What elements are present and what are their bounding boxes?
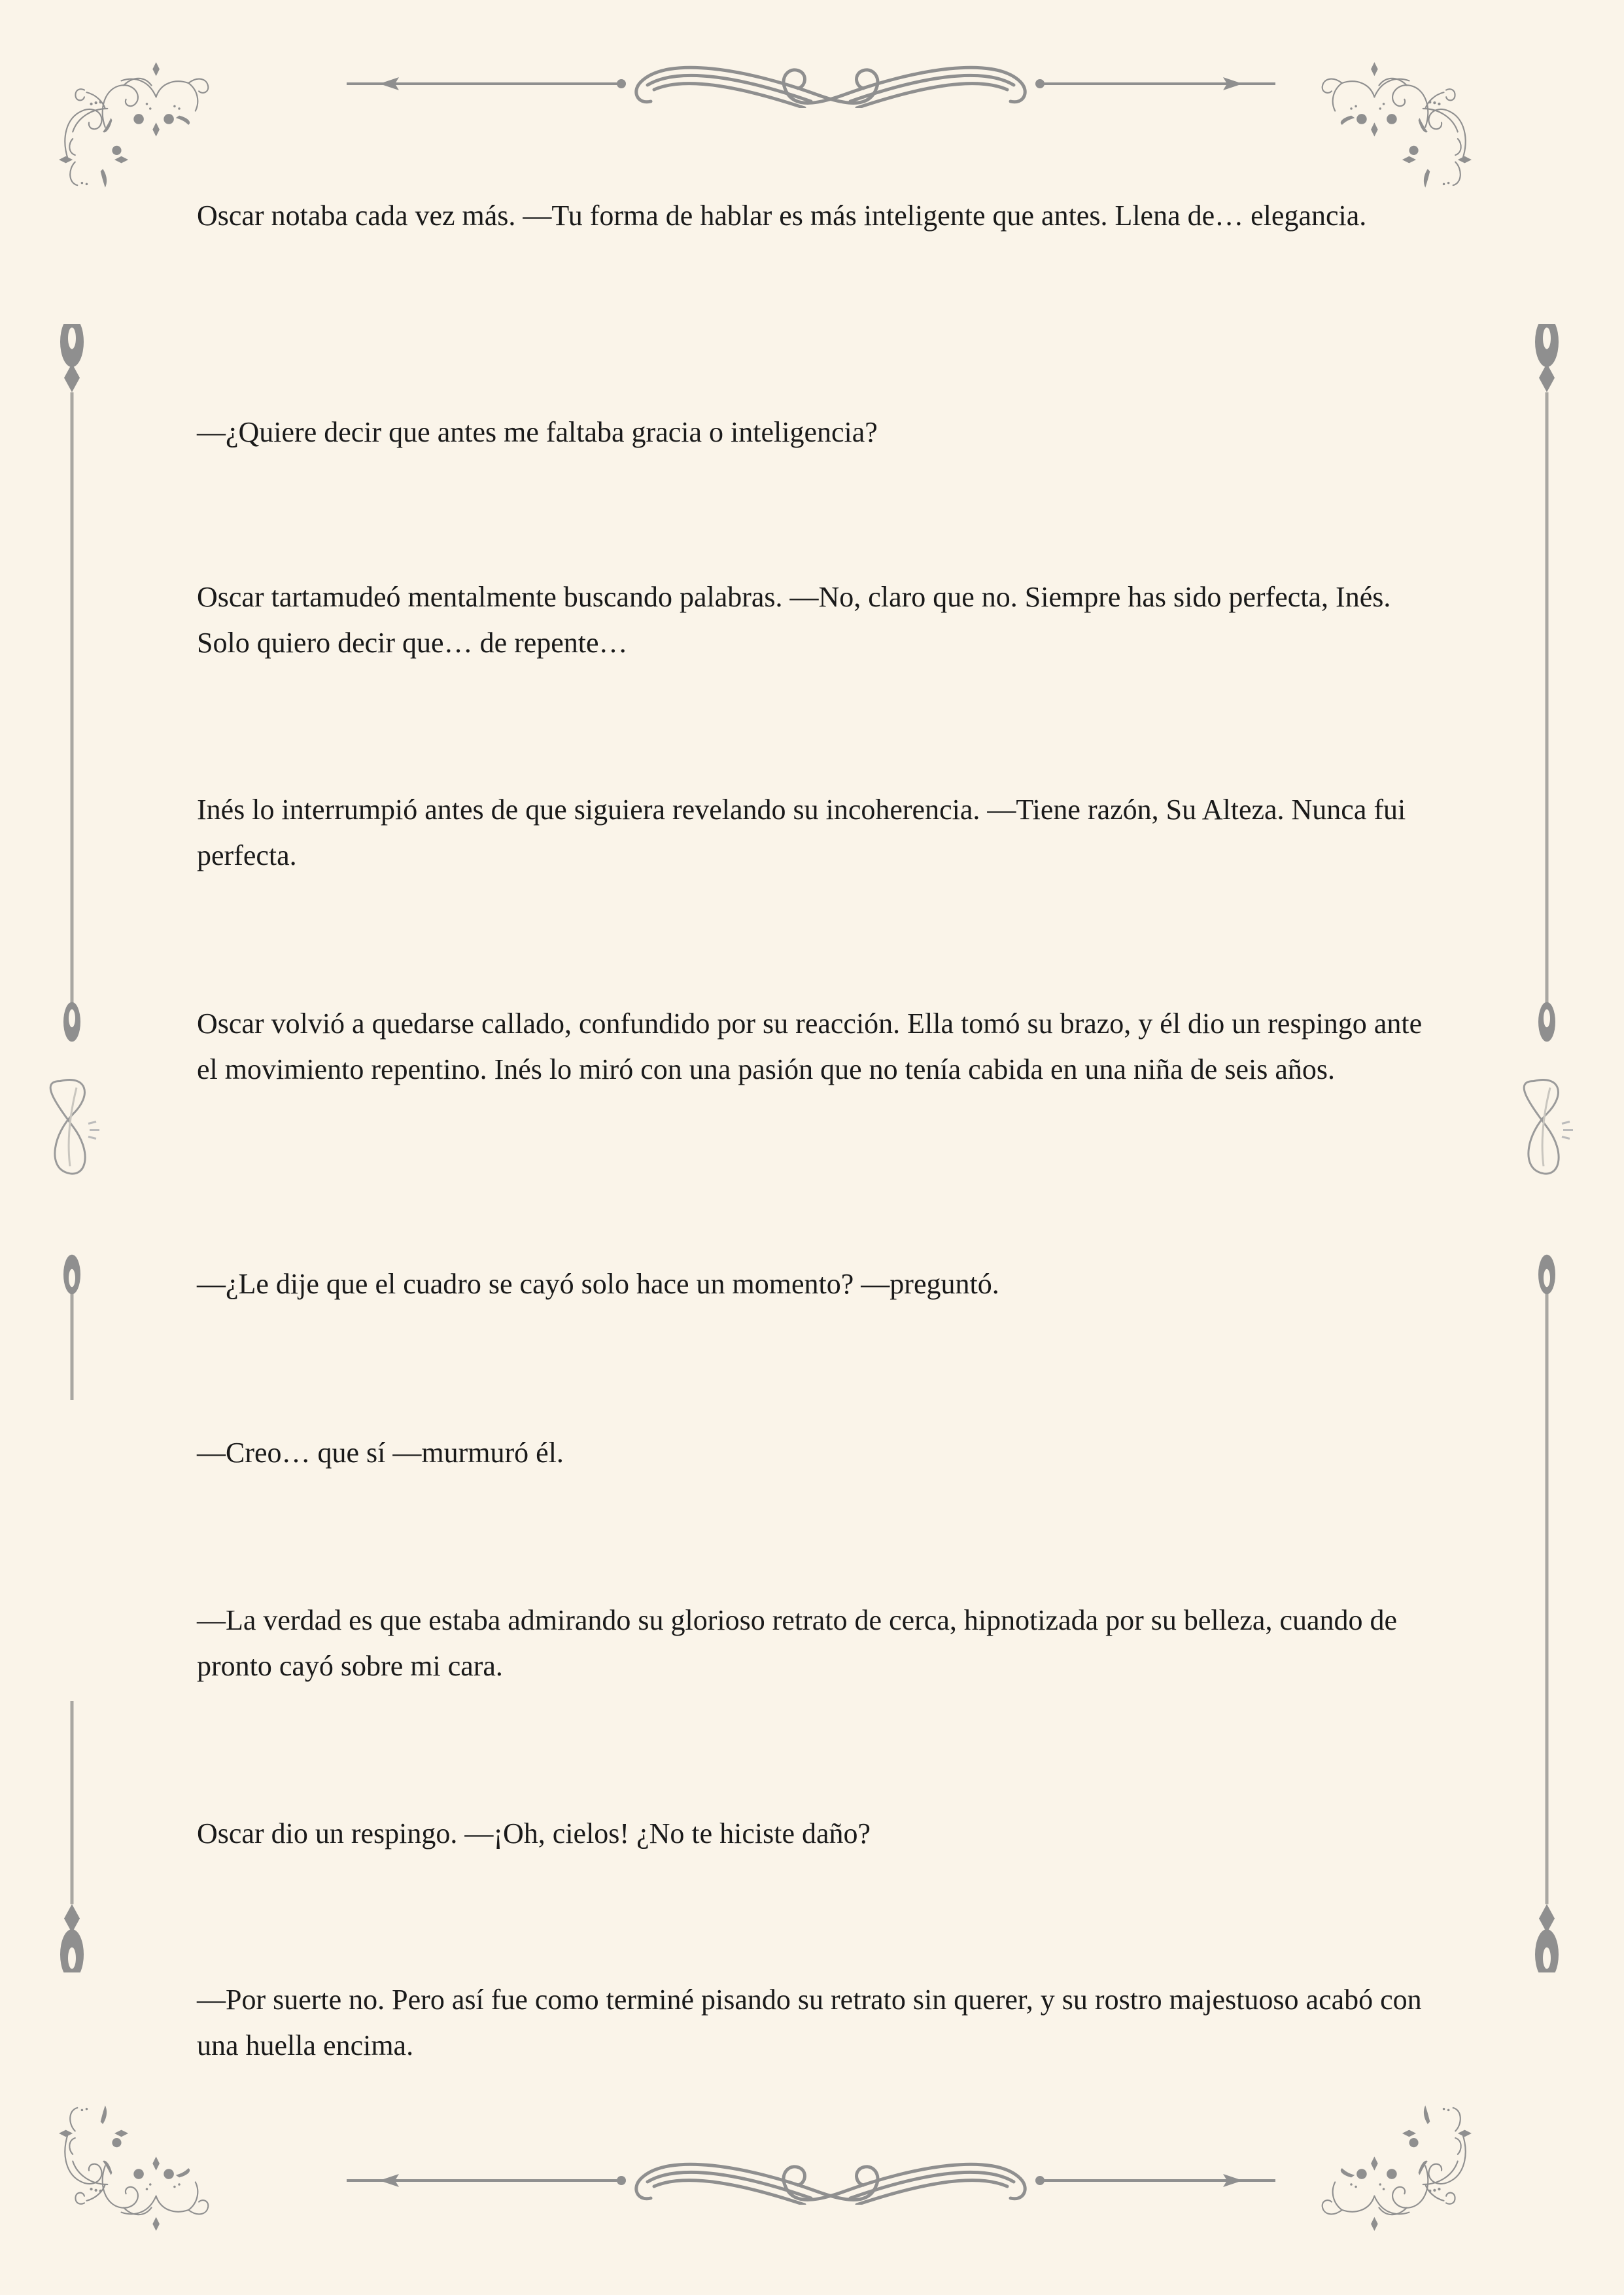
vertical-rod-left-upper-icon <box>52 324 92 1043</box>
paragraph: Oscar notaba cada vez más. —Tu forma de hablar es más inteligente que antes. Llena de… elegancia. <box>197 200 1367 232</box>
corner-flourish-top-left-icon <box>59 62 209 294</box>
paragraph: —¿Le dije que el cuadro se cayó solo hace un momento? —preguntó. <box>197 1268 999 1300</box>
paragraph: Oscar dio un respingo. —¡Oh, cielos! ¿No te hiciste daño? <box>197 1817 871 1849</box>
rod-fade-gap <box>65 1400 78 1701</box>
scroll-divider-bottom-icon <box>347 2152 1275 2205</box>
paragraph: Oscar volvió a quedarse callado, confundido por su reacción. Ella tomó su brazo, y él dio un respingo ante el movimiento repentino. Inés lo miró con una pasión que no tenía cabida en una niña de seis años. <box>197 1007 1423 1085</box>
corner-flourish-bottom-left-icon <box>59 1999 209 2231</box>
scroll-divider-top-icon <box>347 56 1275 108</box>
infinity-knot-left-icon <box>47 1073 106 1184</box>
corner-flourish-top-right-icon <box>1321 62 1472 294</box>
paragraph: —Por suerte no. Pero así fue como terminé pisando su retrato sin querer, y su rostro majestuoso acabó con una huella encima. <box>197 1984 1422 2061</box>
paragraph: —La verdad es que estaba admirando su glorioso retrato de cerca, hipnotizada por su belleza, cuando de pronto cayó sobre mi cara. <box>197 1604 1398 1682</box>
paragraph: —¿Quiere decir que antes me faltaba gracia o inteligencia? <box>197 416 878 448</box>
paragraph: Inés lo interrumpió antes de que siguiera revelando su incoherencia. —Tiene razón, Su Alteza. Nunca fui perfecta. <box>197 794 1406 871</box>
vertical-rod-right-upper-icon <box>1527 324 1566 1043</box>
paragraph: Oscar tartamudeó mentalmente buscando palabras. —No, claro que no. Siempre has sido perfecta, Inés. Solo quiero decir que… de repente… <box>197 581 1391 659</box>
vertical-rod-right-lower-icon <box>1527 1253 1566 1972</box>
infinity-knot-right-icon <box>1521 1073 1580 1184</box>
paragraph: —Creo… que sí —murmuró él. <box>197 1437 564 1469</box>
